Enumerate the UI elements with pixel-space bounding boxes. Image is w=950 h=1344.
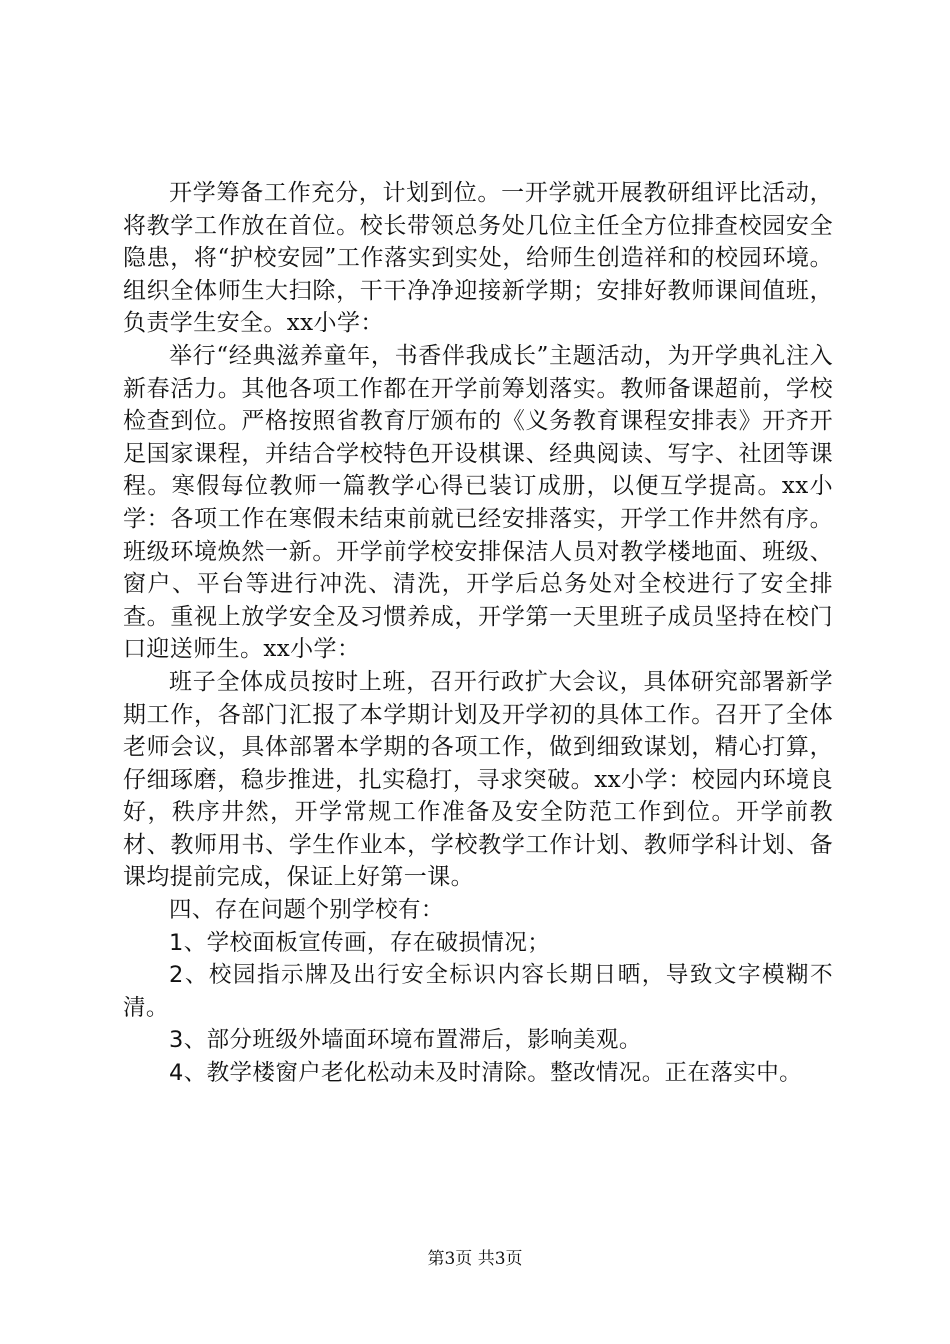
issue-item: 3、部分班级外墙面环境布置滞后，影响美观。 (169, 1027, 642, 1054)
issue-item: 2、校园指示牌及出行安全标识内容长期日晒，导致文字模糊不清。 (123, 962, 833, 1021)
issues-heading: 四、存在问题个别学校有： (169, 897, 444, 924)
document-body (123, 177, 833, 1090)
body-paragraph: 举行“经典滋养童年，书香伴我成长”主题活动，为开学典礼注入新春活力。其他各项工作都在开学前筹划落实。教师备课超前，学校检查到位。严格按照省教育厅颁布的《义务教育课程安排表》开齐开足国家课程，并结合学校特色开设棋课、经典阅读、写字、社团等课程。寒假每位教师一篇教学心得已装订成册，以便互学提高。xx小学：各项工作在寒假未结束前就已经安排落实，开学工作井然有序。班级环境焕然一新。开学前学校安排保洁人员对教学楼地面、班级、窗户、平台等进行冲洗、清洗，开学后总务处对全校进行了安全排查。重视上放学安全及习惯养成，开学第一天里班子成员坚持在校门口迎送师生。xx小学： (123, 342, 833, 663)
issue-item: 1、学校面板宣传画，存在破损情况； (169, 929, 551, 956)
body-paragraph: 开学筹备工作充分，计划到位。一开学就开展教研组评比活动，将教学工作放在首位。校长带领总务处几位主任全方位排查校园安全隐患，将“护校安园”工作落实到实处，给师生创造祥和的校园环境。组织全体师生大扫除，干干净净迎接新学期；安排好教师课间值班，负责学生安全。xx小学： (123, 180, 833, 337)
page-footer: 第3页 共3页 (427, 1249, 523, 1269)
body-paragraph: 班子全体成员按时上班，召开行政扩大会议，具体研究部署新学期工作，各部门汇报了本学期计划及开学初的具体工作。召开了全体老师会议，具体部署本学期的各项工作，做到细致谋划，精心打算，仔细琢磨，稳步推进，扎实稳打，寻求突破。xx小学：校园内环境良好，秩序井然，开学常规工作准备及安全防范工作到位。开学前教材、教师用书、学生作业本，学校教学工作计划、教师学科计划、备课均提前完成，保证上好第一课。 (123, 668, 833, 891)
issue-item: 4、教学楼窗户老化松动未及时清除。整改情况。正在落实中。 (169, 1060, 803, 1087)
